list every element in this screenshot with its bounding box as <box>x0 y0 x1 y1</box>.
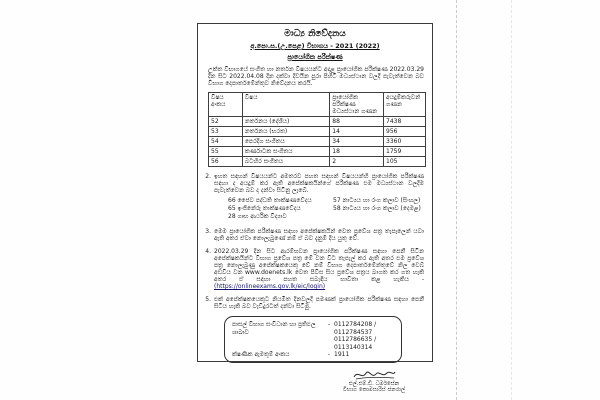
signature-block <box>330 368 418 393</box>
paragraph-5-text: එක් අපේක්ෂකයෙකුට නියමිත දිනවලදී පමණක් ප්‍රායෝගික පරීක්ෂණ සඳහා පෙනී සිටිය හැකි බව වැඩිදුරටත් දන්වා සිටිමු. <box>214 296 424 310</box>
paragraph-3-text: මෙම ප්‍රායෝගික පරීක්ෂණ සඳහා අපේක්ෂකයින් වෙත ප්‍රවේශ පත්‍ර තැපෑලෙන් යවා ඇති අතර ඒවා නොලැබුණේ නම් ඒ බව දැනුම් දිය යුතු වේ. <box>214 228 424 242</box>
sublist-item: 66 ජෛව පද්ධති තාක්ෂණවේදය <box>228 197 312 204</box>
contact-row-hotline <box>232 351 394 359</box>
cell-subject: බටහිර සංගීතය <box>242 157 329 167</box>
subjects-table <box>208 92 426 167</box>
table-row <box>209 157 426 167</box>
branch-label: පාසල් විභාග සංවිධාන හා ප්‍රතිඵල ශාඛාව <box>232 321 316 336</box>
phone-line-1: 0112784208 / 0112784537 <box>334 321 377 336</box>
cell-subject: නර්තනය (දේශීය) <box>242 117 329 127</box>
paragraph-3-number: 3. <box>205 228 211 235</box>
cell-subject-number: 56 <box>209 157 243 167</box>
paragraph-4 <box>203 248 424 290</box>
exam-subtitle: අ.පො.ස.(උ.පෙළ) විභාගය - 2021 (2022) <box>250 42 380 50</box>
dash-separator: - <box>327 321 331 328</box>
cell-centres: 2 <box>330 157 384 167</box>
cell-centres: 88 <box>330 117 384 127</box>
contact-row-branch <box>232 321 394 351</box>
sublist-item: 65 ඉංජිනේරු තාක්ෂණවේදය <box>228 205 301 212</box>
cell-subject-number: 52 <box>209 117 243 127</box>
table-row <box>209 117 426 127</box>
cell-subject-number: 53 <box>209 127 243 137</box>
paragraph-5-number: 5. <box>205 296 211 303</box>
header-applicants-count: අයදුම්කරුවන් ගණන <box>384 93 426 117</box>
cell-centres: 18 <box>330 147 384 157</box>
paragraph-2 <box>203 173 424 194</box>
fold-line <box>456 0 457 400</box>
contact-phone-box <box>224 316 402 363</box>
paragraph-4-text <box>214 248 424 290</box>
sublist-item: 28 ගෘහ ආර්ථික විද්‍යාව <box>228 213 287 220</box>
cell-applicants: 3360 <box>384 137 426 147</box>
phone-line-2: 0112786635 / 0113140314 <box>334 336 377 351</box>
exams-portal-link[interactable]: (https://onlineexams.gov.lk/eic/login) <box>214 283 326 290</box>
sublist-left-column <box>228 197 333 221</box>
hotline-label: ක්ෂණික ඇමතුම් අංකය <box>232 351 290 358</box>
cell-subject: කර්ණාටක සංගීතය <box>242 147 329 157</box>
signatory-role: විභාග කොමසාරිස් ජනරාල් <box>342 386 406 393</box>
table-row <box>209 127 426 137</box>
cell-centres: 14 <box>330 127 384 137</box>
header-centres-count: ප්‍රායෝගික පරීක්ෂණ මධ්‍යස්ථාන ගණන <box>330 93 384 117</box>
cell-subject-number: 54 <box>209 137 243 147</box>
cell-subject-number: 55 <box>209 147 243 157</box>
table-row <box>209 137 426 147</box>
signature-scribble-icon <box>352 368 396 381</box>
sublist-right-column <box>333 197 424 221</box>
branch-phone-numbers <box>334 321 394 351</box>
cell-applicants: 7438 <box>384 117 426 127</box>
paragraph-5 <box>203 296 424 310</box>
cell-subject: නර්තනය (භරත) <box>242 127 329 137</box>
cell-subject: පෙරදිග සංගීතය <box>242 137 329 147</box>
sublist-item: 58 නාට්‍යය හා රංග කලාව (දෙමළ) <box>333 205 421 212</box>
table-row <box>209 147 426 157</box>
dash-separator: - <box>327 351 331 358</box>
paragraph-3 <box>203 228 424 242</box>
intro-paragraph: උක්ත විභාගයේ සංගීත හා නර්තන විෂයයන්ට අදාළ ප්‍රායෝගික පරීක්ෂණ 2022.03.29 දින සිට 2022.04.08 දින දක්වා දිවයින පුරා පිහිටි මධ්‍යස්ථාන වලදී පැවැත්වෙන බව විභාග දෙපාර්තමේන්තුව නිවේදනය කරයි. <box>208 66 424 87</box>
header-subject: විෂය <box>242 93 329 117</box>
paragraph-2-text: ඉහත සඳහන් විෂයයන්ට අමතරව පහත සඳහන් විෂයයන්හි ප්‍රායෝගික පරීක්ෂණ සඳහා ද අයදුම් කර ඇති අපේක්ෂකයින්ගේ පරීක්ෂණ එම මධ්‍යස්ථාන වලදීම පැවැත්වෙන බව ද දන්වා සිටිනු ලැබේ. <box>214 173 424 194</box>
cell-applicants: 956 <box>384 127 426 137</box>
subject-sublist <box>228 197 424 222</box>
header-subject-number: විෂය අංකය <box>209 93 243 117</box>
paragraph-4-body: 2022.03.29 දින සිට ආරම්භවන ප්‍රායෝගික පරීක්ෂණ සඳහා පෙනී සිටින අපේක්ෂකයින්ට විභාග ප්‍රවේශ පත්‍ර මේ වන විට තැපැල් කර ඇති අතර එම ප්‍රවේශ පත්‍ර නොලැබුණු අපේක්ෂකයෙකු වේ නම් විභාග දෙපාර්තමේන්තුවේ නිල වෙබ් අඩවිය වන www.doenets.lk වෙත පිවිස සිය ප්‍රවේශ පත්‍රය බාගත කර ගත හැකි අතර ඒ සඳහා පහත සබැඳිය භාවිතා කළ හැකිය - <box>214 248 424 283</box>
cell-applicants: 105 <box>384 157 426 167</box>
signatory-name: එල්.එම්.ඩී. ධර්මසේන <box>348 380 400 387</box>
notice-page <box>197 23 433 393</box>
paragraph-2-number: 2. <box>205 173 211 180</box>
cell-applicants: 1759 <box>384 147 426 157</box>
practical-tests-subtitle: ප්‍රායෝගික පරීක්ෂණ <box>287 53 343 61</box>
paragraph-4-number: 4. <box>205 248 211 255</box>
sublist-item: 57 නාට්‍යය හා රංග කලාව (සිංහල) <box>333 197 421 204</box>
cell-centres: 34 <box>330 137 384 147</box>
page-title: මාධ්‍ය නිවේදනය <box>284 29 346 39</box>
table-header-row <box>209 93 426 117</box>
hotline-number: 1911 <box>334 351 350 358</box>
fold-line-2 <box>511 0 512 400</box>
